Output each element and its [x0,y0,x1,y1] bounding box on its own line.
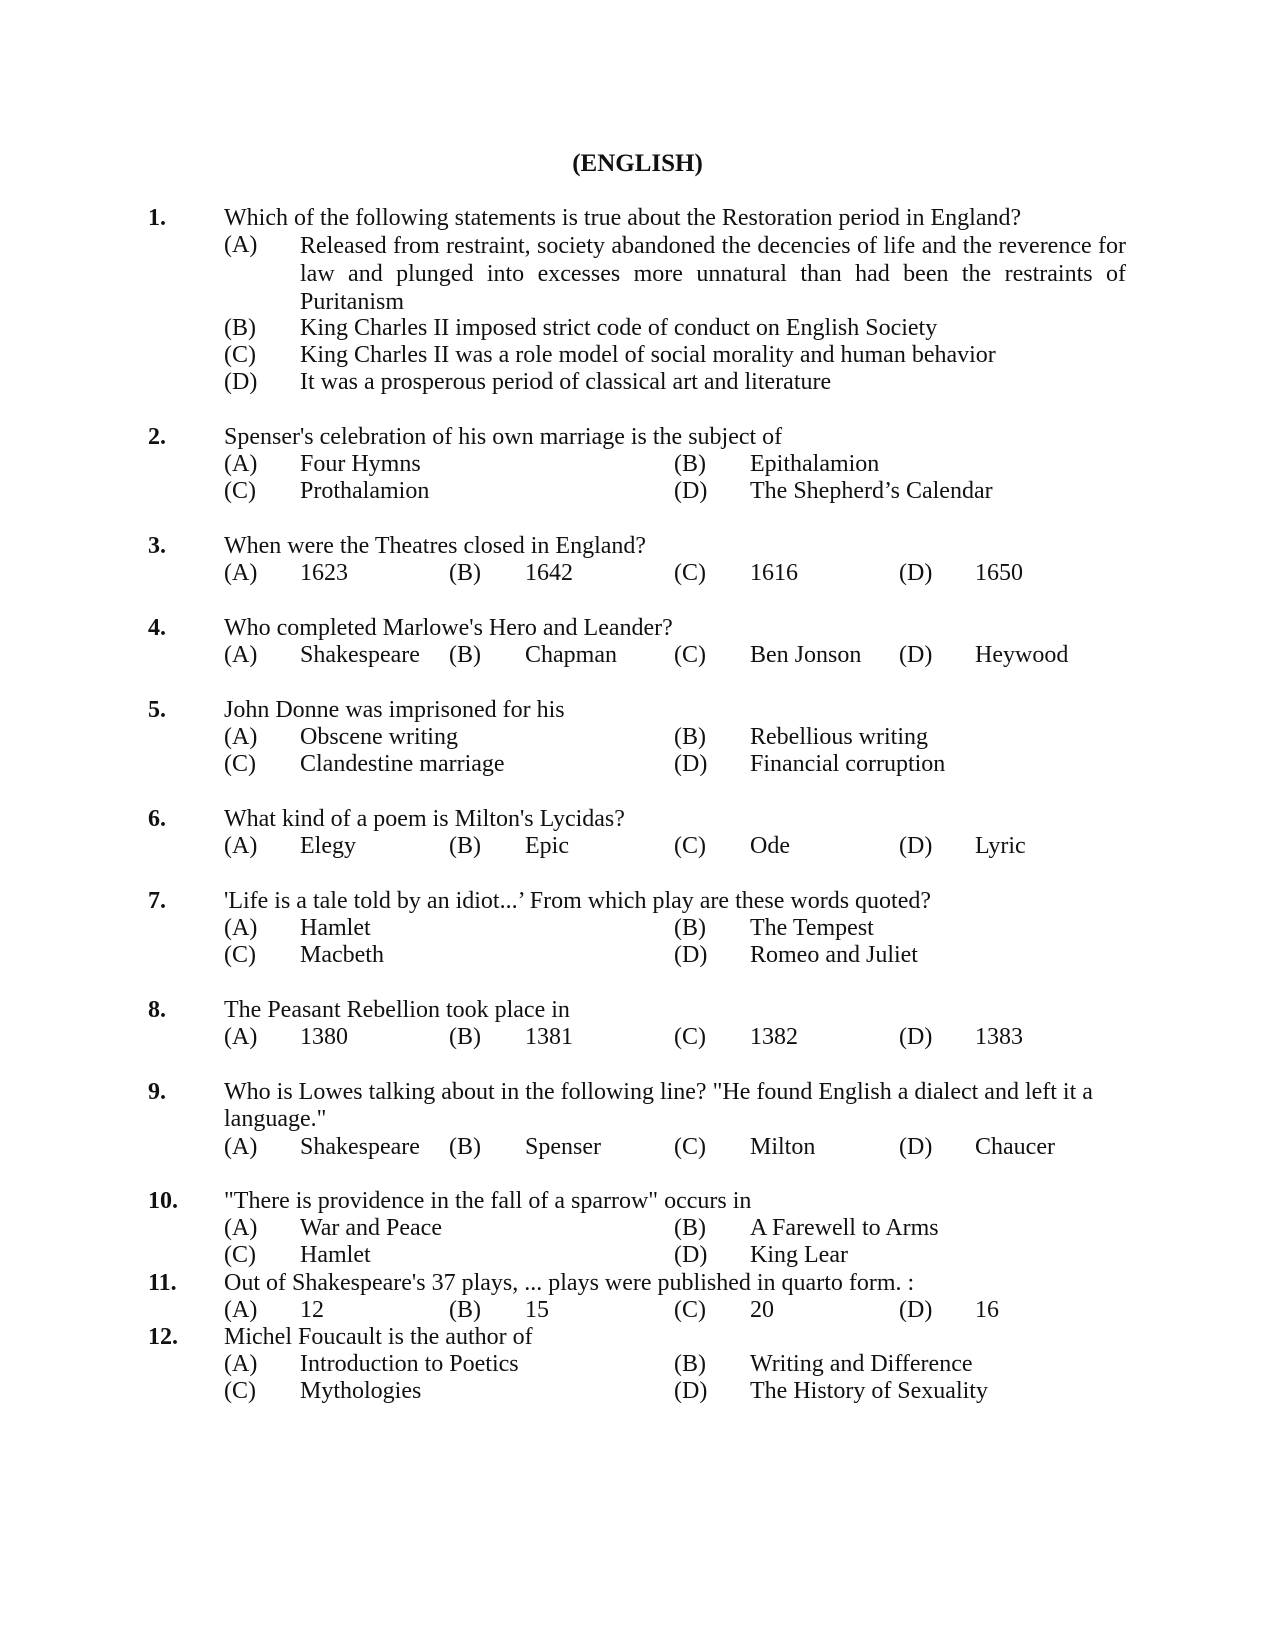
option-text: King Charles II imposed strict code of conduct on English Society [300,315,938,341]
question-text: Which of the following statements is true about the Restoration period in England? [224,205,1022,231]
option-row [0,1351,1275,1378]
option-text: Epithalamion [750,451,880,477]
option-text: Clandestine marriage [300,751,505,777]
option-row [0,724,1275,751]
question-number: 12. [148,1324,178,1350]
option-text: 1380 [300,1024,348,1050]
question-number: 10. [148,1188,178,1214]
option-text: Released from restraint, society abandoned the decencies of life and the reverence for law and plunged into excesses more unnatural than had been the restraints of Puritanism [300,233,1126,315]
option-letter: (B) [674,724,706,750]
option-text: 1642 [525,560,573,586]
question-text: Who completed Marlowe's Hero and Leander? [224,615,673,641]
page-title: (ENGLISH) [572,150,703,177]
option-letter: (A) [224,1351,258,1377]
option-text: 1616 [750,560,798,586]
option-text: Epic [525,833,569,859]
option-letter: (D) [674,1378,708,1404]
option-letter: (C) [224,1378,256,1404]
option-text: Lyric [975,833,1026,859]
option-text: Financial corruption [750,751,946,777]
option-text: Macbeth [300,942,384,968]
option-letter: (A) [224,642,258,668]
question-number: 4. [148,615,166,641]
option-letter: (C) [674,1024,706,1050]
option-text: Chaucer [975,1134,1055,1160]
option-letter: (B) [449,1024,481,1050]
option-text: Shakespeare [300,1134,420,1160]
option-letter: (B) [449,560,481,586]
option-text: 1381 [525,1024,573,1050]
option-letter: (D) [899,1134,933,1160]
option-text: Chapman [525,642,617,668]
option-letter: (C) [674,642,706,668]
option-text: The Tempest [750,915,874,941]
option-row [0,1024,1275,1051]
question-text: Out of Shakespeare's 37 plays, ... plays were published in quarto form. : [224,1270,915,1296]
option-text: 1383 [975,1024,1023,1050]
question-text: The Peasant Rebellion took place in [224,997,570,1023]
option-row [0,642,1275,669]
option-text: King Charles II was a role model of social morality and human behavior [300,342,996,368]
question-text: Michel Foucault is the author of [224,1324,533,1350]
option-letter: (B) [449,833,481,859]
question-text: John Donne was imprisoned for his [224,697,565,723]
option [0,342,1275,369]
option-letter: (B) [674,451,706,477]
option-text: Romeo and Juliet [750,942,918,968]
option-text: Mythologies [300,1378,422,1404]
option-letter: (A) [224,724,258,750]
option-text: It was a prosperous period of classical art and literature [300,369,832,395]
option-text: 20 [750,1297,774,1323]
option-letter: (C) [674,833,706,859]
option-letter: (A) [224,1297,258,1323]
option-letter: (A) [224,833,258,859]
option-letter: (B) [674,1215,706,1241]
option-text: 1623 [300,560,348,586]
option-letter: (A) [224,1024,258,1050]
option-text: Ode [750,833,790,859]
option-letter: (D) [224,369,258,395]
option-letter: (A) [224,1215,258,1241]
option-letter: (A) [224,451,258,477]
option-letter: (A) [224,560,258,586]
option-row [0,1134,1275,1161]
option-text: A Farewell to Arms [750,1215,939,1241]
option-text: 1382 [750,1024,798,1050]
option-letter: (C) [224,942,256,968]
question-number: 3. [148,533,166,559]
option-text: The Shepherd’s Calendar [750,478,993,504]
option-row [0,942,1275,969]
option-text: Heywood [975,642,1069,668]
question-number: 1. [148,205,166,231]
option-text: King Lear [750,1242,848,1268]
option-text: Introduction to Poetics [300,1351,519,1377]
question-text: "There is providence in the fall of a sparrow" occurs in [224,1188,752,1214]
question-number: 11. [148,1270,177,1296]
option-row [0,751,1275,778]
option-text: Milton [750,1134,816,1160]
option-letter: (C) [224,1242,256,1268]
option-row [0,1242,1275,1269]
option-row [0,915,1275,942]
option-letter: (B) [224,315,256,341]
question-text: Spenser's celebration of his own marriage is the subject of [224,424,783,450]
option-letter: (A) [224,1134,258,1160]
option-letter: (C) [224,751,256,777]
option-letter: (C) [224,342,256,368]
option-letter: (B) [674,1351,706,1377]
option-text: 15 [525,1297,549,1323]
option-letter: (C) [674,1297,706,1323]
option-letter: (C) [674,1134,706,1160]
option-text: Ben Jonson [750,642,862,668]
option-row [0,1215,1275,1242]
option-text: 16 [975,1297,999,1323]
option-letter: (D) [674,1242,708,1268]
option-text: Shakespeare [300,642,420,668]
option-text: The History of Sexuality [750,1378,988,1404]
question-number: 8. [148,997,166,1023]
option-row [0,560,1275,587]
question-number: 6. [148,806,166,832]
option-letter: (B) [449,642,481,668]
option-text: Spenser [525,1134,601,1160]
option-text: Prothalamion [300,478,430,504]
option-text: Elegy [300,833,356,859]
option-text: Writing and Difference [750,1351,973,1377]
option-row [0,1297,1275,1324]
option-letter: (D) [674,478,708,504]
question-number: 2. [148,424,166,450]
option-letter: (C) [674,560,706,586]
option-letter: (B) [449,1297,481,1323]
question-number: 5. [148,697,166,723]
option-text: Rebellious writing [750,724,928,750]
option-letter: (A) [224,232,258,258]
option-text: 12 [300,1297,324,1323]
question-text: What kind of a poem is Milton's Lycidas? [224,806,625,832]
option [0,369,1275,396]
option-text: Four Hymns [300,451,421,477]
option-row [0,478,1275,505]
option-letter: (D) [674,942,708,968]
option-letter: (D) [899,1024,933,1050]
option [0,232,1275,315]
option-letter: (B) [674,915,706,941]
option-text: 1650 [975,560,1023,586]
option-letter: (D) [899,1297,933,1323]
option-letter: (C) [224,478,256,504]
option-letter: (D) [899,833,933,859]
question-number: 7. [148,888,166,914]
option-text: Hamlet [300,915,371,941]
option [0,315,1275,342]
question-text: Who is Lowes talking about in the following line? "He found English a dialect and left it a language." [224,1079,1093,1133]
option-letter: (D) [674,751,708,777]
option-text: War and Peace [300,1215,442,1241]
option-text: Hamlet [300,1242,371,1268]
option-row [0,833,1275,860]
option-letter: (D) [899,642,933,668]
question-number: 9. [148,1079,166,1105]
option-row [0,451,1275,478]
option-letter: (A) [224,915,258,941]
option-letter: (B) [449,1134,481,1160]
option-text: Obscene writing [300,724,458,750]
question-text: When were the Theatres closed in England? [224,533,647,559]
option-row [0,1378,1275,1405]
option-letter: (D) [899,560,933,586]
question-text: 'Life is a tale told by an idiot...’ From which play are these words quoted? [224,888,932,914]
